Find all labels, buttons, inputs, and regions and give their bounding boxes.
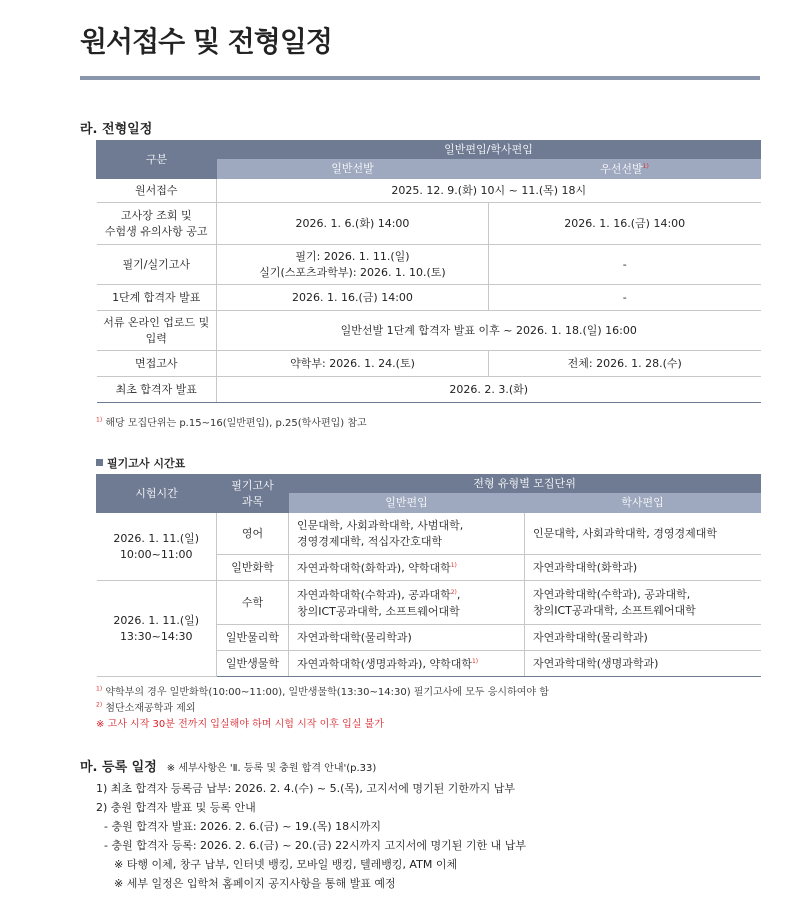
venue-notice-general: 2026. 1. 6.(화) 14:00 xyxy=(217,203,489,245)
first-stage-priority: - xyxy=(489,285,761,311)
registration-line-4: - 충원 합격자 등록: 2026. 2. 6.(금) ~ 20.(금) 22시까지 고지서에 명기된 기한 내 납부 xyxy=(104,839,527,852)
row-label-venue-notice: 고사장 조회 및 수험생 유의사항 공고 xyxy=(97,203,217,245)
row-label-final-announcement: 최초 합격자 발표 xyxy=(97,377,217,403)
english-general-units: 인문대학, 사회과학대학, 사범대학, 경영경제대학, 적십자간호대학 xyxy=(289,513,525,555)
exam-time-afternoon: 2026. 1. 11.(일) 13:30~14:30 xyxy=(97,581,217,677)
venue-notice-priority: 2026. 1. 16.(금) 14:00 xyxy=(489,203,761,245)
interview-general: 약학부: 2026. 1. 24.(토) xyxy=(217,351,489,377)
header-general-selection: 일반선발 xyxy=(217,159,489,179)
exam-time-morning: 2026. 1. 11.(일) 10:00~11:00 xyxy=(97,513,217,581)
subject-math: 수학 xyxy=(217,581,289,625)
chemistry-general-units: 자연과학대학(화학과), 약학대학$^{1)}$ xyxy=(289,555,525,581)
first-stage-general: 2026. 1. 16.(금) 14:00 xyxy=(217,285,489,311)
row-label-application: 원서접수 xyxy=(97,179,217,203)
biology-bachelor-units: 자연과학대학(생명과학과) xyxy=(525,651,761,677)
row-label-first-stage: 1단계 합격자 발표 xyxy=(97,285,217,311)
row-label-document-upload: 서류 온라인 업로드 및 입력 xyxy=(97,311,217,351)
schedule-footnote: $^{1)}$ 해당 모집단위는 p.15~16(일반편입), p.25(학사편입) 참고 xyxy=(96,416,367,429)
header-exam-subject: 필기고사 과목 xyxy=(217,475,289,513)
subject-biology: 일반생물학 xyxy=(217,651,289,677)
subject-english: 영어 xyxy=(217,513,289,555)
registration-line-1: 1) 최초 합격자 등록금 납부: 2026. 2. 4.(수) ~ 5.(목), 고지서에 명기된 기한까지 납부 xyxy=(96,782,515,795)
title-divider xyxy=(80,76,760,80)
registration-line-6: ※ 세부 일정은 입학처 홈페이지 공지사항을 통해 발표 예정 xyxy=(114,877,396,890)
written-practical-general: 필기: 2026. 1. 11.(일) 실기(스포츠과학부): 2026. 1. 10.(토) xyxy=(217,245,489,285)
header-priority-selection: 우선선발$^{1)}$ xyxy=(489,159,761,179)
registration-line-2: 2) 충원 합격자 발표 및 등록 안내 xyxy=(96,801,256,814)
exam-arrival-warning: ※ 고사 시작 30분 전까지 입실해야 하며 시험 시작 이후 입실 불가 xyxy=(96,719,384,730)
registration-line-3: - 충원 합격자 발표: 2026. 2. 6.(금) ~ 19.(목) 18시까지 xyxy=(104,820,382,833)
schedule-table xyxy=(96,140,761,403)
subject-physics: 일반물리학 xyxy=(217,625,289,651)
header-bachelor-transfer: 학사편입 xyxy=(525,493,761,513)
header-admission-type: 일반편입/학사편입 xyxy=(217,141,761,159)
exam-footnote-1: $^{1)}$ 약학부의 경우 일반화학(10:00~11:00), 일반생물학(13:30~14:30) 필기고사에 모두 응시하여야 함 xyxy=(96,685,549,698)
written-practical-priority: - xyxy=(489,245,761,285)
chemistry-bachelor-units: 자연과학대학(화학과) xyxy=(525,555,761,581)
header-general-transfer: 일반편입 xyxy=(289,493,525,513)
header-units-by-type: 전형 유형별 모집단위 xyxy=(289,475,761,493)
document-upload-period: 일반선발 1단계 합격자 발표 이후 ~ 2026. 1. 18.(일) 16:00 xyxy=(217,311,761,351)
biology-general-units: 자연과학대학(생명과학과), 약학대학$^{1)}$ xyxy=(289,651,525,677)
math-bachelor-units: 자연과학대학(수학과), 공과대학, 창의ICT공과대학, 소프트웨어대학 xyxy=(525,581,761,625)
physics-general-units: 자연과학대학(물리학과) xyxy=(289,625,525,651)
row-label-interview: 면접고사 xyxy=(97,351,217,377)
english-bachelor-units: 인문대학, 사회과학대학, 경영경제대학 xyxy=(525,513,761,555)
subject-chemistry: 일반화학 xyxy=(217,555,289,581)
exam-footnote-2: $^{2)}$ 첨단소재공학과 제외 xyxy=(96,701,196,714)
square-bullet-icon xyxy=(96,459,103,466)
page-title: 원서접수 및 전형일정 xyxy=(80,25,332,58)
header-exam-time: 시험시간 xyxy=(97,475,217,513)
math-general-units: 자연과학대학(수학과), 공과대학$^{2)}$, 창의ICT공과대학, 소프트웨어대학 xyxy=(289,581,525,625)
section-heading-registration: 마. 등록 일정 ※ 세부사항은 'Ⅱ. 등록 및 충원 합격 안내'(p.33) xyxy=(80,760,377,775)
interview-priority: 전체: 2026. 1. 28.(수) xyxy=(489,351,761,377)
exam-timetable xyxy=(96,474,761,677)
final-announcement-date: 2026. 2. 3.(화) xyxy=(217,377,761,403)
physics-bachelor-units: 자연과학대학(물리학과) xyxy=(525,625,761,651)
row-label-written-practical: 필기/실기고사 xyxy=(97,245,217,285)
registration-reference-note: ※ 세부사항은 'Ⅱ. 등록 및 충원 합격 안내'(p.33) xyxy=(166,763,377,774)
header-gubun: 구분 xyxy=(97,141,217,179)
registration-line-5: ※ 타행 이체, 창구 납부, 인터넷 뱅킹, 모바일 뱅킹, 텔레뱅킹, ATM 이체 xyxy=(114,858,458,871)
section-heading-schedule: 라. 전형일정 xyxy=(80,122,153,137)
application-period: 2025. 12. 9.(화) 10시 ~ 11.(목) 18시 xyxy=(217,179,761,203)
exam-timetable-heading: 필기고사 시간표 xyxy=(96,455,185,471)
